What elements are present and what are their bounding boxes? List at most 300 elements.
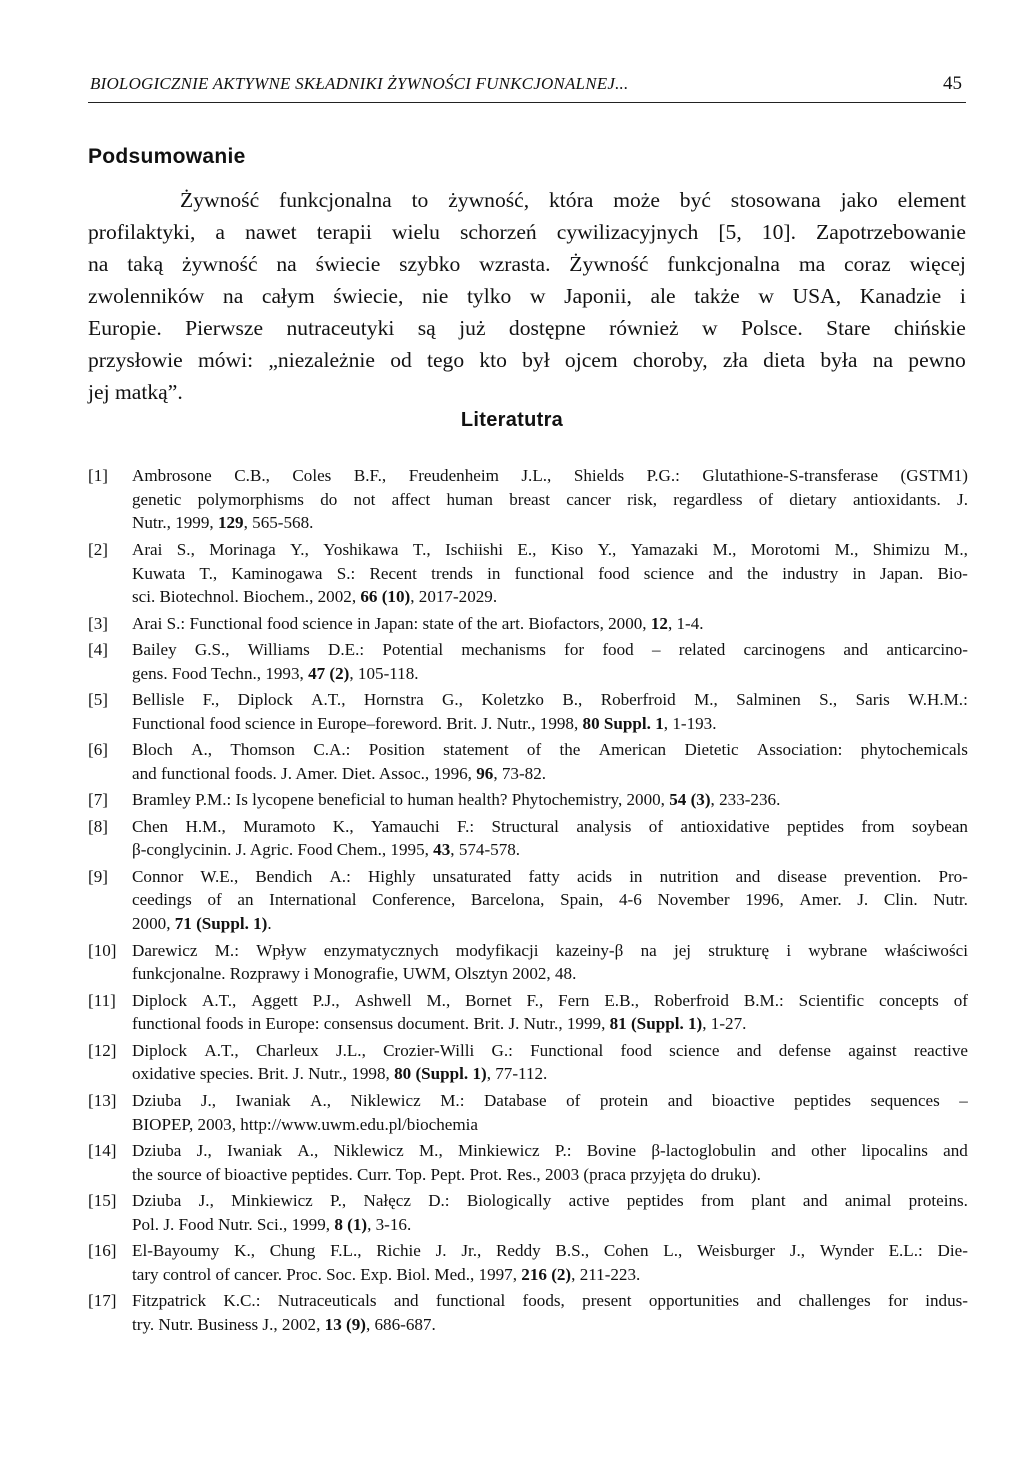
word: plant [751,1191,786,1211]
word: polymorphisms [197,489,304,509]
word: chińskie [893,316,966,340]
word: od [390,348,412,372]
word: enzymatycznych [323,940,439,960]
word: Nutraceuticals [277,1291,377,1311]
word: science [669,1040,720,1060]
word: against [848,1040,897,1060]
word: J.L., [335,1040,366,1060]
word: P.J., [312,990,340,1010]
word: dostępne [508,316,586,340]
reference-line [132,888,968,912]
word: S.: [336,563,356,583]
word: Nutr. [933,890,968,910]
word: na [276,252,297,276]
word: related [678,639,726,659]
word: anticarcino- [886,639,968,659]
word: and [735,866,761,886]
word: Kaminogawa [231,563,323,583]
word: G.S., [194,639,230,659]
word: Cohen [603,1241,649,1261]
word: więcej [909,252,966,276]
word: Żywność [569,252,649,276]
word: Charleux [255,1040,319,1060]
reference-text: , 233-236. [710,790,781,810]
word: na [872,348,894,372]
reference-text: try. Nutr. Business J., 2002, [132,1314,325,1334]
reference-item [88,688,968,735]
word: Darewicz [132,940,198,960]
word: coraz [844,252,891,276]
word: Iwaniak [235,1090,291,1110]
reference-text: tary control of cancer. Proc. Soc. Exp. Biol. Med., 1997, [132,1264,522,1284]
word: funkcjonalna [279,188,392,212]
word: science [643,563,695,583]
reference-line [132,865,968,889]
word: Dziuba [132,1191,182,1211]
word: defense [778,1040,831,1060]
reference-line [132,1163,968,1187]
word: Arai [132,539,163,559]
word: wzrasta. [479,252,551,276]
word: A.T., [204,1040,239,1060]
word: concepts [879,990,939,1010]
word: functional [514,563,584,583]
reference-line [132,688,968,712]
reference-line [132,1139,968,1163]
word: „niezależnie [268,348,375,372]
word: Bornet [465,990,512,1010]
word: trends [431,563,473,583]
word: and [943,1140,968,1160]
word: antioxidants. [852,489,941,509]
word: J.L., [521,466,552,485]
word: wielu [391,220,440,244]
reference-item [88,1039,968,1086]
paragraph-line: jej matką”. [88,380,183,404]
word: profilaktyki, [88,220,196,244]
word: Bloch [132,740,173,760]
word: antioxidative [680,816,770,836]
word: kazeiny-β [555,940,624,960]
reference-text: BIOPEP, 2003, http://www.uwm.edu.pl/biochemia [132,1114,478,1134]
word: Fitzpatrick [132,1291,207,1311]
word: and [802,1191,828,1211]
word: J., [789,1241,806,1261]
reference-volume: 129 [217,513,244,533]
word: również [609,316,679,340]
word: statement [443,740,509,760]
word: and [708,563,733,583]
word: Connor [132,866,184,886]
reference-line [132,511,968,535]
word: breast [509,489,551,509]
word: nutraceutyki [286,316,395,340]
reference-text: 2000, [132,914,175,934]
word: Ambrosone [132,466,212,485]
word: W.H.M.: [908,690,968,710]
reference-item [88,1289,968,1336]
word: Stare [826,316,871,340]
word: fatty [528,866,560,886]
word: cywilizacyjnych [556,220,699,244]
word: genetic [132,489,182,509]
reference-text: functional foods in Europe: consensus document. Brit. J. Nutr., 1999, [132,1014,610,1034]
word: reactive [913,1040,968,1060]
reference-text: , 3-16. [367,1214,412,1234]
reference-text: oxidative species. Brit. J. Nutr., 1998, [132,1064,395,1084]
word: choroby, [632,348,708,372]
word: schorzeń [459,220,537,244]
word: także [694,284,740,308]
word: Reddy [496,1241,541,1261]
reference-text: Bramley P.M.: Is lycopene beneficial to human health? Phytochemistry, 2000, [132,790,670,810]
reference-line [132,738,968,762]
reference-volume: 216 (2) [521,1264,572,1284]
word: Y., [290,539,309,559]
word: całym [261,284,315,308]
word: in [487,563,501,583]
word: soybean [911,816,968,836]
word: Bellisle [132,690,185,710]
reference-text: , 1-193. [663,713,717,733]
word: International [269,890,357,910]
word: in [852,563,866,583]
reference-number: [2] [88,539,108,559]
reference-text: Arai S.: Functional food science in Japan: state of the art. Biofactors, 2000, [132,613,651,633]
word: Niklewicz [350,1090,421,1110]
reference-number: [9] [88,866,108,886]
paragraph-line [88,184,966,216]
reference-number: [11] [88,990,116,1010]
word: Bendich [255,866,313,886]
word: for [887,1291,908,1311]
reference-line [132,662,968,686]
word: Freudenheim [408,466,499,485]
reference-line [132,762,968,786]
word: Weisburger [697,1241,776,1261]
word: Zapotrzebowanie [816,220,966,244]
word: nie [421,284,449,308]
word: American [598,740,667,760]
word: M., [944,539,968,559]
word: E.L.: [888,1241,923,1261]
reference-line [132,638,968,662]
reference-number: [16] [88,1241,117,1261]
word: Żywność [180,188,260,212]
reference-item [88,1139,968,1186]
word: F.: [456,816,475,836]
reference-volume: 66 (10) [360,587,411,607]
word: zwolenników [88,284,205,308]
word: Japonii, [564,284,632,308]
word: and [843,639,869,659]
word: Crozier-Willi [383,1040,475,1060]
reference-text: gens. Food Techn., 1993, [132,663,309,683]
word: Muramoto [243,816,316,836]
word: J. [957,489,968,509]
word: może [613,188,660,212]
word: Shimizu [872,539,930,559]
word: other [811,1140,847,1160]
word: Richie [376,1241,421,1261]
word: Structural [491,816,559,836]
reference-volume: 8 (1) [334,1214,368,1234]
word: żywność, [448,188,530,212]
word: już [459,316,486,340]
word: November [657,890,730,910]
word: D.E.: [328,639,365,659]
word: A.T., [201,990,237,1010]
word: Iwaniak [227,1140,283,1160]
reference-number: [1] [88,466,108,485]
reference-number: [5] [88,690,108,710]
reference-text: , 574-578. [450,840,521,860]
word: P., [330,1191,347,1211]
word: jej [673,940,692,960]
word: risk, [627,489,658,509]
word: F.L., [330,1241,362,1261]
word: M., [418,1140,443,1160]
reference-number: [15] [88,1191,117,1211]
word: prevention. [843,866,922,886]
reference-text: Nutr., 1999, [132,513,218,533]
word: the [559,740,581,760]
reference-volume: 47 (2) [308,663,350,683]
page-number: 45 [943,73,962,94]
reference-line [132,939,968,963]
reference-item [88,612,968,636]
word: B.F., [353,466,387,485]
word: Dziuba [132,1090,182,1110]
word: Potential [382,639,444,659]
word: Saris [855,690,890,710]
paragraph-line [88,344,966,376]
reference-line [132,815,968,839]
word: Japan. [880,563,924,583]
reference-item [88,865,968,936]
word: F., [202,690,220,710]
reference-number: [13] [88,1090,117,1110]
word: disease [777,866,827,886]
reference-line [132,1263,968,1287]
word: and [393,1291,419,1311]
word: Chung [269,1241,316,1261]
word: Fern [558,990,590,1010]
word: B.S., [555,1241,590,1261]
word: świecie [315,252,381,276]
word: strukturę [708,940,770,960]
word: Bailey [132,639,177,659]
word: właściwości [884,940,968,960]
word: K., [234,1241,256,1261]
word: A., [297,1140,319,1160]
reference-line [132,1012,968,1036]
word: kto [479,348,507,372]
word: Diplock [132,1040,188,1060]
reference-list [88,464,968,1339]
word: acids [576,866,613,886]
reference-item [88,464,968,535]
reference-line [132,838,968,862]
word: Die- [937,1241,968,1261]
word: Diplock [237,690,293,710]
word: Scientific [798,990,865,1010]
word: peptides [626,1191,684,1211]
word: są [417,316,436,340]
word: K.C.: [223,1291,261,1311]
word: and [756,1291,782,1311]
word: B., [562,690,583,710]
reference-text: , 1-27. [702,1014,747,1034]
word: mechanisms [461,639,546,659]
word: J., [200,1090,217,1110]
word: opportunities [648,1291,740,1311]
reference-text: , 105-118. [349,663,419,683]
word: Conference, [372,890,456,910]
reference-volume: 81 (Suppl. 1) [609,1014,703,1034]
reference-line [132,989,968,1013]
word: mówi: [197,348,254,372]
word: Dietetic [684,740,739,760]
paragraph-line [88,216,966,248]
word: być [679,188,711,212]
word: H.M., [185,816,226,836]
word: taką [127,252,164,276]
reference-line [132,712,968,736]
word: Polsce. [740,316,803,340]
word: of [648,816,664,836]
word: Ashwell [354,990,412,1010]
word: human [446,489,493,509]
word: jako [840,188,878,212]
reference-volume: 80 (Suppl. 1) [394,1064,487,1084]
section-heading-literature: Literatutra [460,409,564,431]
reference-number: [8] [88,816,108,836]
word: from [861,816,895,836]
word: functional [435,1291,506,1311]
word: M., [426,990,451,1010]
word: Clin. [883,890,918,910]
word: food [602,639,634,659]
word: T., [199,563,218,583]
word: w [758,284,774,308]
word: A., [191,740,213,760]
word: E., [517,539,537,559]
word: C.B., [234,466,270,485]
word: szybko [399,252,461,276]
word: food [598,563,630,583]
reference-volume: 13 (9) [324,1314,366,1334]
reference-text: Pol. J. Food Nutr. Sci., 1999, [132,1214,335,1234]
reference-number: [4] [88,639,108,659]
reference-volume: 80 Suppl. 1 [582,713,664,733]
word: present [582,1291,632,1311]
word: P.G.: [646,466,680,485]
word: D.: [428,1191,450,1211]
word: Diplock [132,990,188,1010]
word: 4-6 [618,890,642,910]
word: of [566,1090,581,1110]
word: A.T., [311,690,346,710]
reference-line [132,1313,968,1337]
word: Europie. [88,316,162,340]
word: Bovine [586,1140,637,1160]
reference-text: and functional foods. J. Amer. Diet. Assoc., 1996, [132,763,477,783]
reference-volume: 43 [433,840,451,860]
reference-number: [6] [88,740,108,760]
reference-text: . [267,914,272,934]
paragraph-line [88,280,966,312]
word: K., [332,816,354,836]
word: do [320,489,338,509]
word: na [222,284,244,308]
paragraph-line [88,312,966,344]
reference-line [132,1213,968,1237]
word: ojcem [564,348,618,372]
reference-line [132,562,968,586]
reference-number: [3] [88,613,108,633]
word: Nałęcz [363,1191,411,1211]
reference-item [88,815,968,862]
reference-line [132,488,968,512]
reference-text: , 1-4. [667,613,704,633]
word: Jr., [461,1241,482,1261]
word: tylko [466,284,512,308]
reference-number: [7] [88,790,108,810]
reference-line [132,788,968,812]
reference-volume: 96 [476,763,494,783]
word: of [758,489,774,509]
word: a [215,220,226,244]
word: carcinogens [743,639,826,659]
reference-text: Functional food science in Europe–foreword. Brit. J. Nutr., 1998, [132,713,583,733]
reference-item [88,1239,968,1286]
word: Functional [530,1040,604,1060]
word: Shields [573,466,625,485]
reference-number: [14] [88,1140,117,1160]
word: nawet [245,220,297,244]
word: Roberfroid [600,690,676,710]
reference-item [88,939,968,986]
word: Glutathione-S-transferase [702,466,879,485]
word: Spain, [560,890,604,910]
reference-item [88,738,968,785]
reference-item [88,788,968,812]
word: Position [368,740,425,760]
word: świecie, [333,284,404,308]
word: El-Bayoumy [132,1241,220,1261]
word: stosowana [730,188,821,212]
word: Association: [756,740,843,760]
reference-line [132,1189,968,1213]
word: from [700,1191,735,1211]
word: (GSTM1) [900,466,968,485]
word: M., [712,539,737,559]
word: β-lactoglobulin [651,1140,756,1160]
word: Database [483,1090,547,1110]
word: Ischiishi [445,539,503,559]
word: Koletzko [481,690,544,710]
reference-volume: 71 (Suppl. 1) [174,914,268,934]
word: Chen [132,816,169,836]
word: to [411,188,429,212]
reference-line [132,1089,968,1113]
reference-line [132,1062,968,1086]
word: Salminen [736,690,801,710]
word: of [526,740,542,760]
word: – [959,1090,968,1110]
word: and [667,1090,693,1110]
